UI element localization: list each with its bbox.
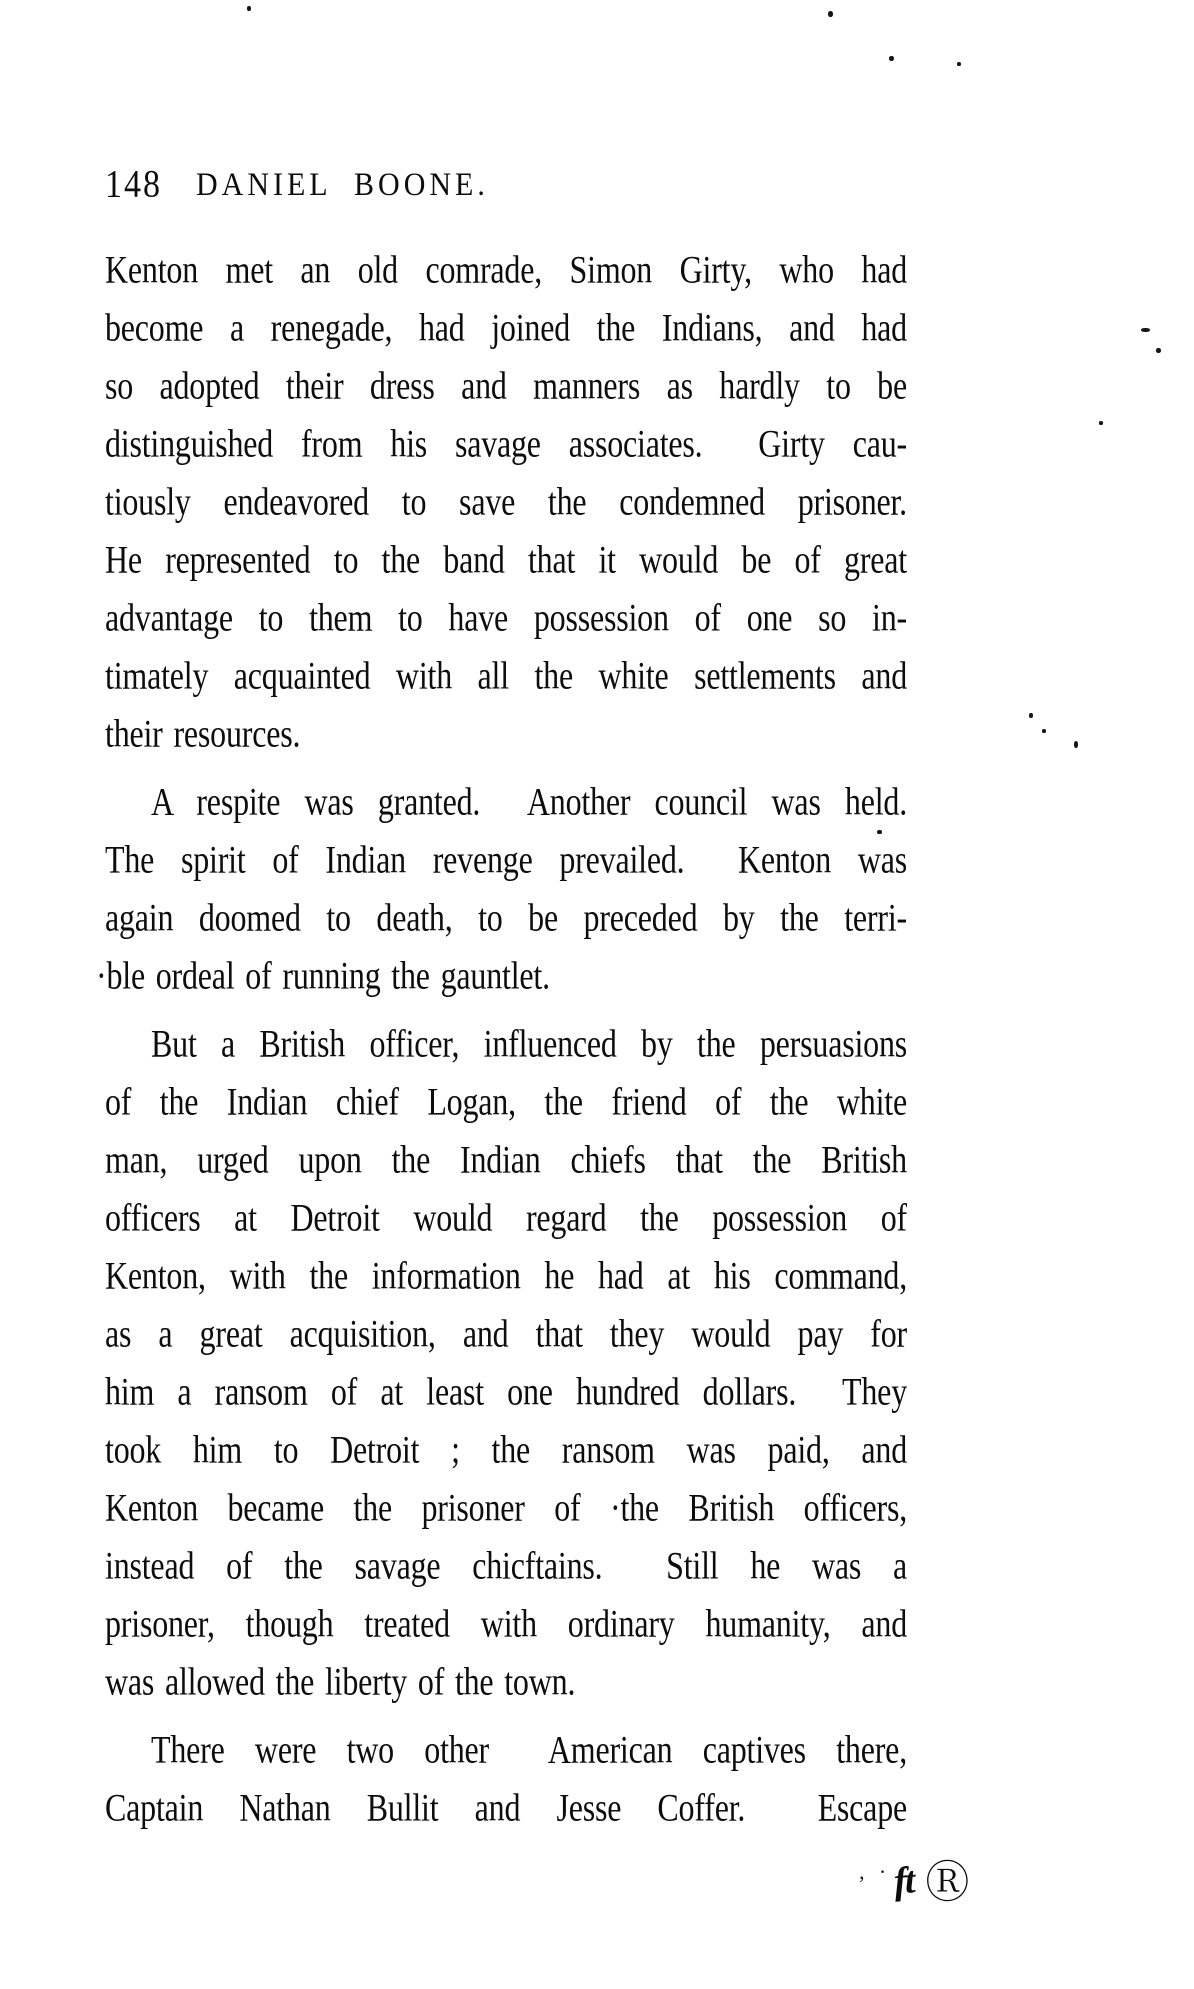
text-line: He represented to the band that it would be of great [105, 537, 907, 581]
text-line: as a great acquisition, and that they would pay for [105, 1311, 907, 1355]
text-line: prisoner, though treated with ordinary humanity, and [105, 1601, 907, 1645]
ink-speck [1141, 328, 1150, 332]
text-line: him a ransom of at least one hundred dollars. They [105, 1369, 907, 1413]
text-line: man, urged upon the Indian chiefs that the British [105, 1137, 907, 1181]
text-line: tiously endeavored to save the condemned prisoner. [105, 479, 907, 523]
ink-smudge: ft [892, 1859, 915, 1903]
text-line: Kenton met an old comrade, Simon Girty, who had [105, 247, 907, 291]
text-line: ·ble ordeal of running the gauntlet. [96, 953, 550, 997]
paragraph [105, 1014, 907, 1710]
text-line: advantage to them to have possession of one so in- [105, 595, 907, 639]
text-line: A respite was granted. Another council was held. [151, 779, 907, 823]
page-text [96, 240, 907, 1836]
text-line: The spirit of Indian revenge prevailed. Kenton was [105, 837, 907, 881]
text-line: But a British officer, influenced by the persuasions [151, 1021, 907, 1065]
running-title: DANIEL BOONE. [196, 166, 489, 203]
ink-speck [1042, 729, 1046, 733]
text-line: timately acquainted with all the white settlements and [105, 653, 907, 697]
text-line: so adopted their dress and manners as hardly to be [105, 363, 907, 407]
paragraph [105, 240, 907, 762]
ink-speck [247, 6, 251, 11]
text-line: instead of the savage chicftains. Still he was a [105, 1543, 907, 1587]
text-line: again doomed to death, to be preceded by the terri- [105, 895, 907, 939]
text-line: took him to Detroit ; the ransom was paid, and [105, 1427, 907, 1471]
text-line: was allowed the liberty of the town. [105, 1659, 576, 1703]
paragraph [105, 1720, 907, 1836]
text-line: Captain Nathan Bullit and Jesse Coffer. Escape [105, 1785, 907, 1829]
ink-speck [828, 11, 833, 17]
text-line: Kenton, with the information he had at his command, [105, 1253, 907, 1297]
stamp-circled-r-icon: Ⓡ [925, 1857, 970, 1908]
text-line: of the Indian chief Logan, the friend of the white [105, 1079, 907, 1123]
ink-speck [1156, 348, 1161, 353]
ink-speck [889, 56, 894, 61]
text-line: There were two other American captives there, [151, 1727, 907, 1771]
text-line: officers at Detroit would regard the possession of [105, 1195, 907, 1239]
text-line: distinguished from his savage associates. Girty cau- [105, 421, 907, 465]
text-line: their resources. [105, 711, 301, 755]
ink-mark: ‚ · [858, 1859, 891, 1884]
paragraph [96, 772, 907, 1004]
ink-speck [1074, 741, 1078, 748]
page-header [105, 163, 907, 206]
ink-speck [1099, 421, 1103, 425]
text-line: Kenton became the prisoner of ·the British officers, [105, 1485, 907, 1529]
ink-speck [877, 830, 882, 834]
page-number: 148 [105, 163, 162, 206]
ink-speck [1029, 713, 1033, 718]
text-line: become a renegade, had joined the Indians, and had [105, 305, 907, 349]
ink-speck [957, 62, 961, 66]
scan-marks [858, 1846, 970, 1908]
